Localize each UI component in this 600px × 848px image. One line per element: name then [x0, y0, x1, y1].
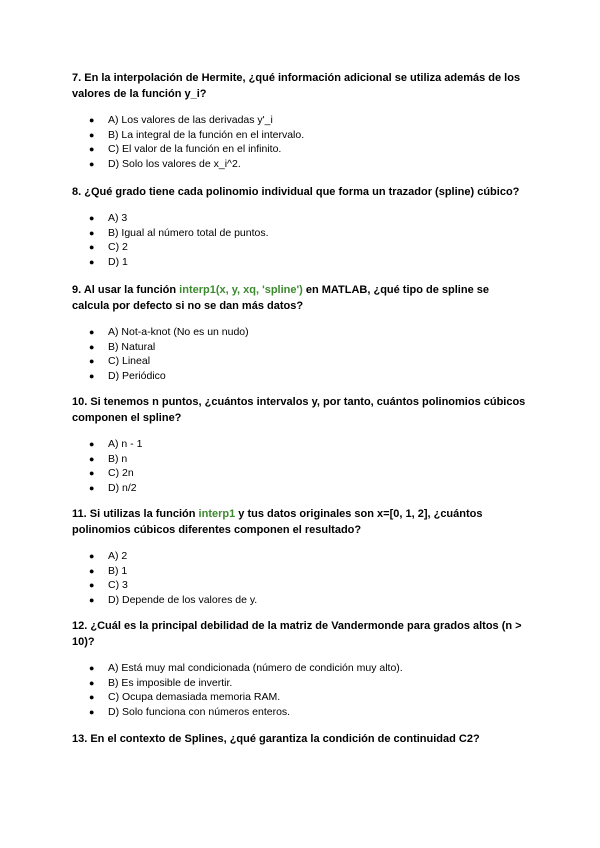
bullet-icon: ● — [89, 595, 95, 606]
question-7 — [72, 70, 528, 172]
options-list — [72, 211, 528, 270]
option-b — [72, 226, 528, 241]
option-text: A) 3 — [108, 212, 128, 224]
question-13 — [72, 731, 528, 747]
bullet-icon: ● — [89, 371, 95, 382]
bullet-icon: ● — [89, 144, 95, 155]
bullet-icon: ● — [89, 439, 95, 449]
question-10 — [72, 394, 528, 496]
bullet-icon: ● — [89, 692, 95, 703]
question-title-text: 11. Si utilizas la función — [72, 508, 199, 520]
option-c — [72, 690, 528, 705]
option-a — [72, 325, 528, 340]
options-list — [72, 549, 528, 608]
option-text: C) Lineal — [108, 355, 151, 368]
option-b — [72, 452, 528, 467]
option-text: A) n - 1 — [108, 438, 143, 450]
question-title: 13. En el contexto de Splines, ¿qué garantiza la condición de continuidad C2? — [72, 733, 480, 745]
question-title-text: y tus datos originales son x=[0, 1, 2], ¿cuántos polinomios cúbicos diferentes componen el resultado? — [72, 508, 483, 536]
question-8 — [72, 184, 528, 270]
bullet-icon: ● — [89, 551, 95, 561]
option-text: B) 1 — [108, 564, 128, 577]
option-text: B) Es imposible de invertir. — [108, 676, 233, 689]
option-text: C) 2 — [108, 241, 128, 254]
option-d — [72, 369, 528, 384]
option-text: C) 3 — [108, 579, 128, 592]
option-text: D) n/2 — [108, 482, 137, 495]
option-a — [72, 113, 528, 128]
bullet-icon: ● — [89, 213, 95, 223]
option-d — [72, 481, 528, 496]
options-list — [72, 661, 528, 720]
question-title: 12. ¿Cuál es la principal debilidad de la matriz de Vandermonde para grados altos (n > 10)? — [72, 620, 522, 648]
bullet-icon: ● — [89, 663, 95, 673]
bullet-icon: ● — [89, 159, 95, 170]
option-text: B) La integral de la función en el intervalo. — [108, 128, 305, 141]
option-c — [72, 240, 528, 255]
option-a — [72, 661, 528, 676]
option-text: B) n — [108, 452, 128, 465]
bullet-icon: ● — [89, 677, 95, 688]
bullet-icon: ● — [89, 453, 95, 464]
option-text: D) 1 — [108, 256, 128, 269]
question-title — [72, 282, 528, 314]
option-b — [72, 676, 528, 691]
code-snippet: interp1 — [198, 508, 236, 520]
option-d — [72, 593, 528, 608]
option-b — [72, 564, 528, 579]
bullet-icon: ● — [89, 227, 95, 238]
bullet-icon: ● — [89, 580, 95, 591]
option-b — [72, 128, 528, 143]
option-d — [72, 157, 528, 172]
option-d — [72, 255, 528, 270]
option-c — [72, 578, 528, 593]
question-title-text: 9. Al usar la función — [72, 284, 180, 296]
bullet-icon: ● — [89, 356, 95, 367]
options-list — [72, 437, 528, 496]
option-text: A) 2 — [108, 550, 128, 562]
option-c — [72, 142, 528, 157]
question-title: 8. ¿Qué grado tiene cada polinomio individual que forma un trazador (spline) cúbico? — [72, 186, 520, 198]
bullet-icon: ● — [89, 707, 95, 718]
question-11 — [72, 506, 528, 608]
option-text: C) 2n — [108, 467, 134, 480]
bullet-icon: ● — [89, 468, 95, 479]
option-text: D) Solo funciona con números enteros. — [108, 706, 291, 719]
bullet-icon: ● — [89, 341, 95, 352]
option-text: C) El valor de la función en el infinito. — [108, 143, 282, 156]
options-list — [72, 325, 528, 384]
option-text: D) Periódico — [108, 370, 166, 383]
option-c — [72, 466, 528, 481]
bullet-icon: ● — [89, 565, 95, 576]
options-list — [72, 113, 528, 172]
bullet-icon: ● — [89, 483, 95, 494]
bullet-icon: ● — [89, 129, 95, 140]
option-text: A) Los valores de las derivadas y'_i — [108, 114, 273, 126]
option-d — [72, 705, 528, 720]
option-a — [72, 437, 528, 452]
option-text: B) Natural — [108, 340, 156, 353]
option-text: D) Solo los valores de x_i^2. — [108, 158, 241, 171]
question-12 — [72, 618, 528, 720]
option-a — [72, 211, 528, 226]
code-snippet: interp1(x, y, xq, 'spline') — [179, 284, 303, 296]
bullet-icon: ● — [89, 115, 95, 125]
option-text: B) Igual al número total de puntos. — [108, 226, 269, 239]
option-text: D) Depende de los valores de y. — [108, 594, 258, 607]
question-title — [72, 506, 528, 538]
bullet-icon: ● — [89, 242, 95, 253]
bullet-icon: ● — [89, 327, 95, 337]
option-b — [72, 340, 528, 355]
bullet-icon: ● — [89, 257, 95, 268]
option-a — [72, 549, 528, 564]
option-text: C) Ocupa demasiada memoria RAM. — [108, 691, 281, 704]
option-c — [72, 354, 528, 369]
option-text: A) Not-a-knot (No es un nudo) — [108, 326, 249, 338]
question-title: 7. En la interpolación de Hermite, ¿qué información adicional se utiliza además de los valores de la función y_i? — [72, 72, 521, 100]
question-title: 10. Si tenemos n puntos, ¿cuántos intervalos y, por tanto, cuántos polinomios cúbicos componen el spline? — [72, 396, 526, 424]
question-title-text: en MATLAB, ¿qué tipo de spline se calcula por defecto si no se dan más datos? — [72, 284, 489, 312]
option-text: A) Está muy mal condicionada (número de condición muy alto). — [108, 662, 403, 674]
question-9 — [72, 282, 528, 384]
